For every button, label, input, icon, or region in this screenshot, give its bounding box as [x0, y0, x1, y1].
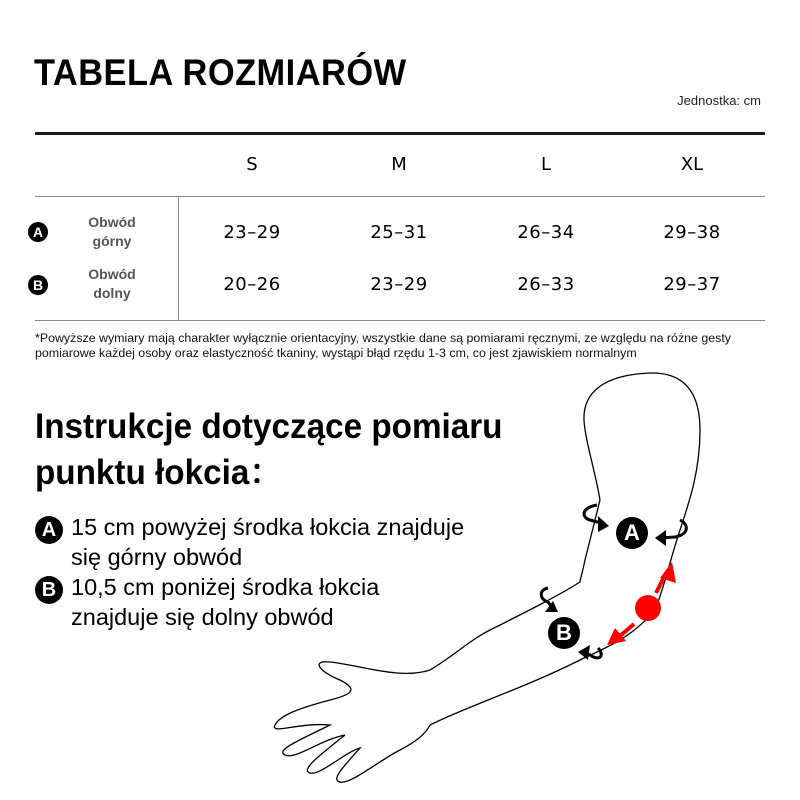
- instruction-line: 15 cm powyżej środka łokcia znajduje: [71, 514, 465, 540]
- instruction-line: znajduje się dolny obwód: [71, 604, 334, 630]
- heading-line: Instrukcje dotyczące pomiaru: [35, 407, 503, 446]
- cell-b-s: 20–26: [223, 274, 281, 295]
- unit-label: Jednostka: cm: [677, 93, 761, 108]
- cell-b-l: 26–33: [517, 274, 575, 295]
- instruction-text: [71, 572, 571, 632]
- marker-b-icon: B: [35, 576, 63, 604]
- cell-a-s: 23–29: [223, 222, 281, 243]
- column-header-xl: XL: [680, 154, 704, 175]
- marker-b-icon: B: [28, 275, 48, 295]
- arrow-head-icon: [655, 530, 666, 546]
- column-header-s: S: [246, 154, 258, 175]
- marker-a-icon: A: [35, 516, 63, 544]
- diagram-marker-b-icon: B: [548, 617, 580, 649]
- page-title: TABELA ROZMIARÓW: [34, 52, 407, 93]
- row-label-line: Obwód: [88, 266, 136, 282]
- cell-b-m: 23–29: [370, 274, 428, 295]
- instruction-text: [71, 512, 571, 572]
- cell-a-xl: 29–38: [663, 222, 721, 243]
- instructions-heading: [35, 404, 567, 496]
- elbow-point-icon: [607, 562, 676, 645]
- instruction-line: 10,5 cm poniżej środka łokcia: [71, 574, 380, 600]
- row-label-line: dolny: [93, 285, 131, 301]
- column-header-l: L: [540, 154, 552, 175]
- heading-line: punktu łokcia：: [35, 453, 283, 492]
- cell-a-m: 25–31: [370, 222, 428, 243]
- arrow-head-icon: [598, 516, 609, 532]
- row-label-line: górny: [92, 233, 132, 249]
- instruction-line: się górny obwód: [71, 544, 243, 570]
- marker-a-icon: A: [28, 222, 48, 242]
- column-header-m: M: [391, 154, 407, 175]
- diagram-marker-a-icon: A: [616, 517, 648, 549]
- cell-b-xl: 29–37: [663, 274, 721, 295]
- disclaimer-note: *Powyższe wymiary mają charakter wyłącznie orientacyjny, wszystkie dane są pomiarami ręcznymi, ze względu na różne gesty pomiarowe każdej osoby oraz elastyczność tkaniny, wystąpi błąd rzędu 1-3 cm, co jest zjawiskiem normalnym: [35, 331, 731, 360]
- row-label-line: Obwód: [88, 214, 136, 230]
- cell-a-l: 26–34: [517, 222, 575, 243]
